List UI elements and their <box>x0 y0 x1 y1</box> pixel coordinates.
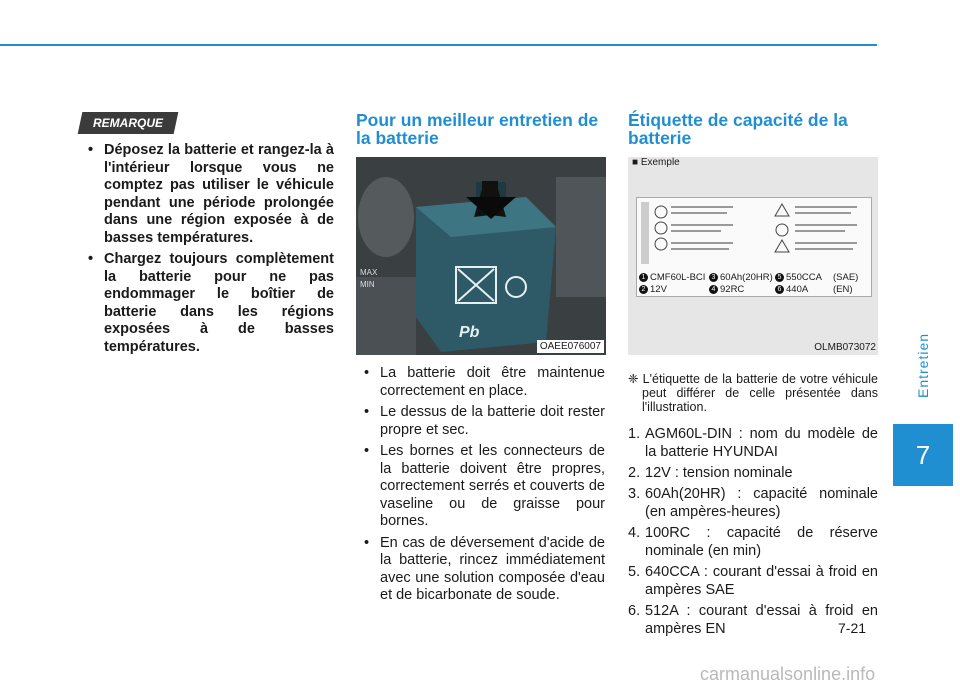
chapter-number: 7 <box>893 424 953 486</box>
spec-item: 5. 640CCA : courant d'essai à froid en ampères SAE <box>628 564 878 598</box>
maintenance-item: • Les bornes et les connecteurs de la batterie doivent être propres, correctement serrés et couverts de vaseline ou de graisse pour bornes. <box>356 443 605 531</box>
label-unit-sae: (SAE) <box>833 272 859 283</box>
maintenance-item: • La batterie doit être maintenue correctement en place. <box>356 365 605 400</box>
remark-list <box>80 142 334 360</box>
watermark: carmanualsonline.info <box>700 664 876 684</box>
label-spec-4: 4 92RC <box>709 284 744 295</box>
maintenance-item: • En cas de déversement d'acide de la batterie, rincez immédiatement avec une solution composée d'eau et de bicarbonate de soude. <box>356 535 605 605</box>
remark-item: • Déposez la batterie et rangez-la à l'intérieur lorsque vous ne comptez pas utiliser le véhicule pendant une période prolongée dans une région exposée à de basses températures. <box>80 142 334 247</box>
label-unit-en: (EN) <box>833 284 853 295</box>
label-spec-1: 1 CMF60L-BCI <box>639 272 705 283</box>
header-rule <box>0 44 877 46</box>
section-title-capacity-label: Étiquette de capacité de la batterie <box>628 110 848 148</box>
remark-badge: REMARQUE <box>78 112 179 134</box>
spec-item: 2. 12V : tension nominale <box>628 465 793 481</box>
battery-label-card <box>636 197 872 297</box>
remark-item: • Chargez toujours complètement la batterie pour ne pas endommager le boîtier de batterie dans les régions exposées à de basses températures. <box>80 251 334 356</box>
figure-code: OLMB073072 <box>814 342 876 353</box>
battery-illustration <box>356 157 606 355</box>
page-number: 7-21 <box>838 620 867 636</box>
label-spec-3: 3 60Ah(20HR) <box>709 272 773 283</box>
maintenance-list <box>356 365 605 609</box>
label-spec-2: 2 12V <box>639 284 667 295</box>
label-note: ❈ L'étiquette de la batterie de votre véhicule peut différer de celle présentée dans l'illustration. <box>628 372 878 414</box>
warning-pictograms <box>637 198 871 268</box>
label-spec-6: 6 440A <box>775 284 808 295</box>
section-title-maintenance: Pour un meilleur entretien de la batterie <box>356 110 599 148</box>
spec-item: 4. 100RC : capacité de réserve nominale (en min) <box>628 525 878 559</box>
battery-photo <box>356 157 606 355</box>
figure-legend: ■ Exemple <box>632 157 680 168</box>
max-mark: MAX <box>360 268 378 277</box>
pb-mark: Pb <box>459 324 480 341</box>
label-spec-list <box>628 425 878 641</box>
maintenance-item: • Le dessus de la batterie doit rester propre et sec. <box>356 404 605 439</box>
side-tab-label: Entretien <box>915 332 931 398</box>
label-spec-5: 5 550CCA <box>775 272 822 283</box>
spec-item: 1. AGM60L-DIN : nom du modèle de la batterie HYUNDAI <box>628 426 878 460</box>
photo-code: OAEE076007 <box>537 340 604 353</box>
capacity-label-figure <box>628 157 878 355</box>
spec-item: 3. 60Ah(20HR) : capacité nominale (en ampères-heures) <box>628 486 878 520</box>
spec-item: 6. 512A : courant d'essai à froid en ampères EN <box>628 603 878 637</box>
min-mark: MIN <box>360 280 375 289</box>
